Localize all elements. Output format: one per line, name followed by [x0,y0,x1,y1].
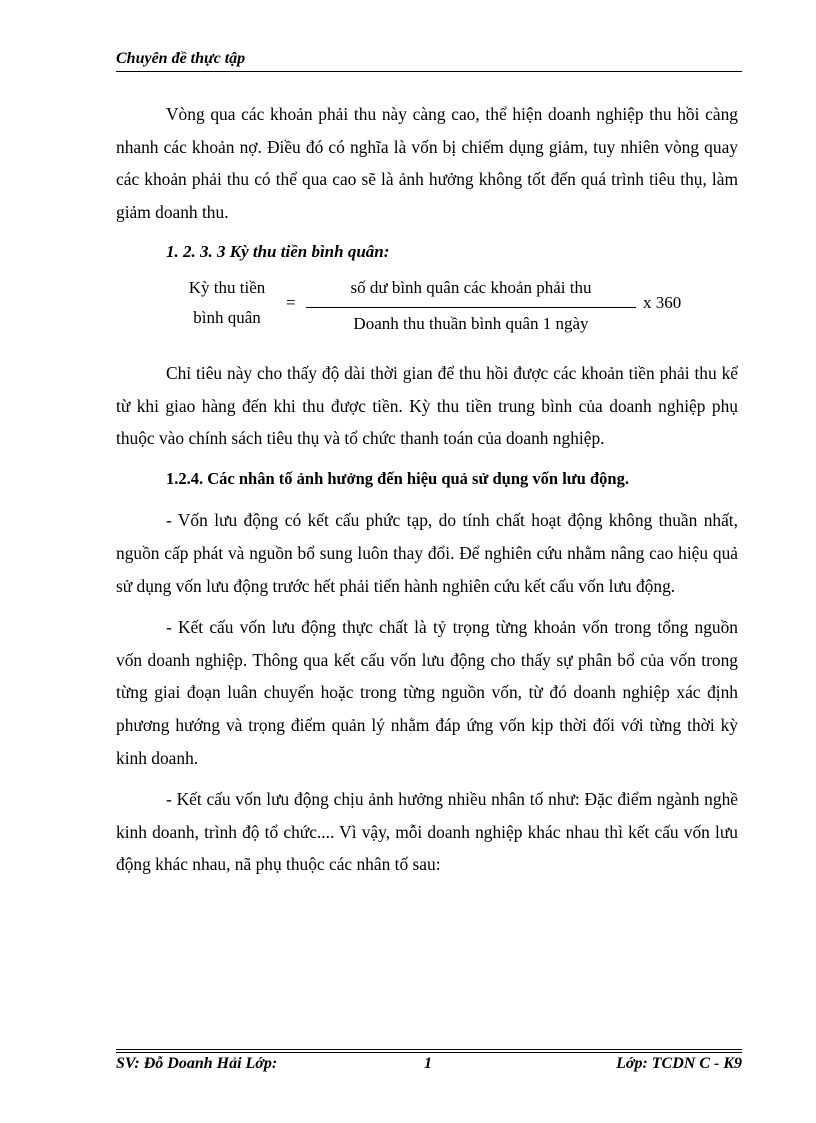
formula-label [172,273,282,333]
header-rule [116,71,742,72]
formula-label-line2: bình quân [193,307,261,327]
footer-rule-top [116,1049,742,1050]
document-body [116,98,738,881]
paragraph-receivables-turnover: Vòng qua các khoản phải thu này càng cao, thể hiện doanh nghiệp thu hồi càng nhanh các khoản nợ. Điều đó có nghĩa là vốn bị chiếm dụng giảm, tuy nhiên vòng quay các khoản phải thu có thể qua cao sẽ là ảnh hưởng không tốt đến quá trình tiêu thụ, làm giảm doanh thu. [116,104,738,222]
footer-student: SV: Đỗ Doanh Hải Lớp: [116,1055,278,1072]
formula-fraction-bar [306,307,636,308]
footer-page-number: 1 [424,1055,432,1072]
footer-class: Lớp: TCDN C - K9 [616,1055,742,1072]
paragraph-indicator-explanation: Chỉ tiêu này cho thấy độ dài thời gian để thu hồi được các khoản tiền phải thu kể từ khi giao hàng đến khi thu được tiền. Kỳ thu tiền trung bình của doanh nghiệp phụ thuộc vào chính sách tiêu thụ và tổ chức thanh toán của doanh nghiệp. [116,362,738,449]
section-heading-collection-period: 1. 2. 3. 3 Kỳ thu tiền bình quân: [166,242,390,262]
formula-denominator: Doanh thu thuần bình quân 1 ngày [353,313,589,333]
footer-rule-bottom [116,1052,742,1053]
page-header-title: Chuyên đề thực tập [116,50,246,67]
formula-multiplier: x 360 [643,292,682,312]
collection-period-formula [116,273,738,357]
formula-numerator: số dư bình quân các khoản phải thu [350,277,592,297]
paragraph-capital-ratio: - Kết cấu vốn lưu động thực chất là tỷ trọng từng khoản vốn trong tổng nguồn vốn doanh nghiệp. Thông qua kết cấu vốn lưu động cho thấy sự phân bổ của vốn trong từng giai đoạn luân chuyển hoặc trong từng nguồn vốn, từ đó doanh nghiệp xác định phương hướng và trọng điểm quản lý nhằm đáp ứng vốn kịp thời đối với từng thời kỳ kinh doanh. [116,617,738,768]
paragraph-working-capital-structure: - Vốn lưu động có kết cấu phức tạp, do tính chất hoạt động không thuần nhất, nguồn cấp phát và nguồn bổ sung luôn thay đổi. Để nghiên cứu nhằm nâng cao hiệu quả sử dụng vốn lưu động trước hết phải tiến hành nghiên cứu kết cấu vốn lưu động. [116,510,738,596]
paragraph-influencing-factors: - Kết cấu vốn lưu động chịu ảnh hưởng nhiều nhân tố như: Đặc điểm ngành nghề kinh doanh, trình độ tổ chức.... Vì vậy, mỗi doanh nghiệp khác nhau thì kết cấu vốn lưu động khác nhau, nã phụ thuộc các nhân tố sau: [116,789,738,875]
formula-equals: = [286,292,296,312]
formula-label-line1: Kỳ thu tiền [188,277,266,297]
section-heading-factors: 1.2.4. Các nhân tố ảnh hưởng đến hiệu quả sử dụng vốn lưu động. [166,468,629,488]
